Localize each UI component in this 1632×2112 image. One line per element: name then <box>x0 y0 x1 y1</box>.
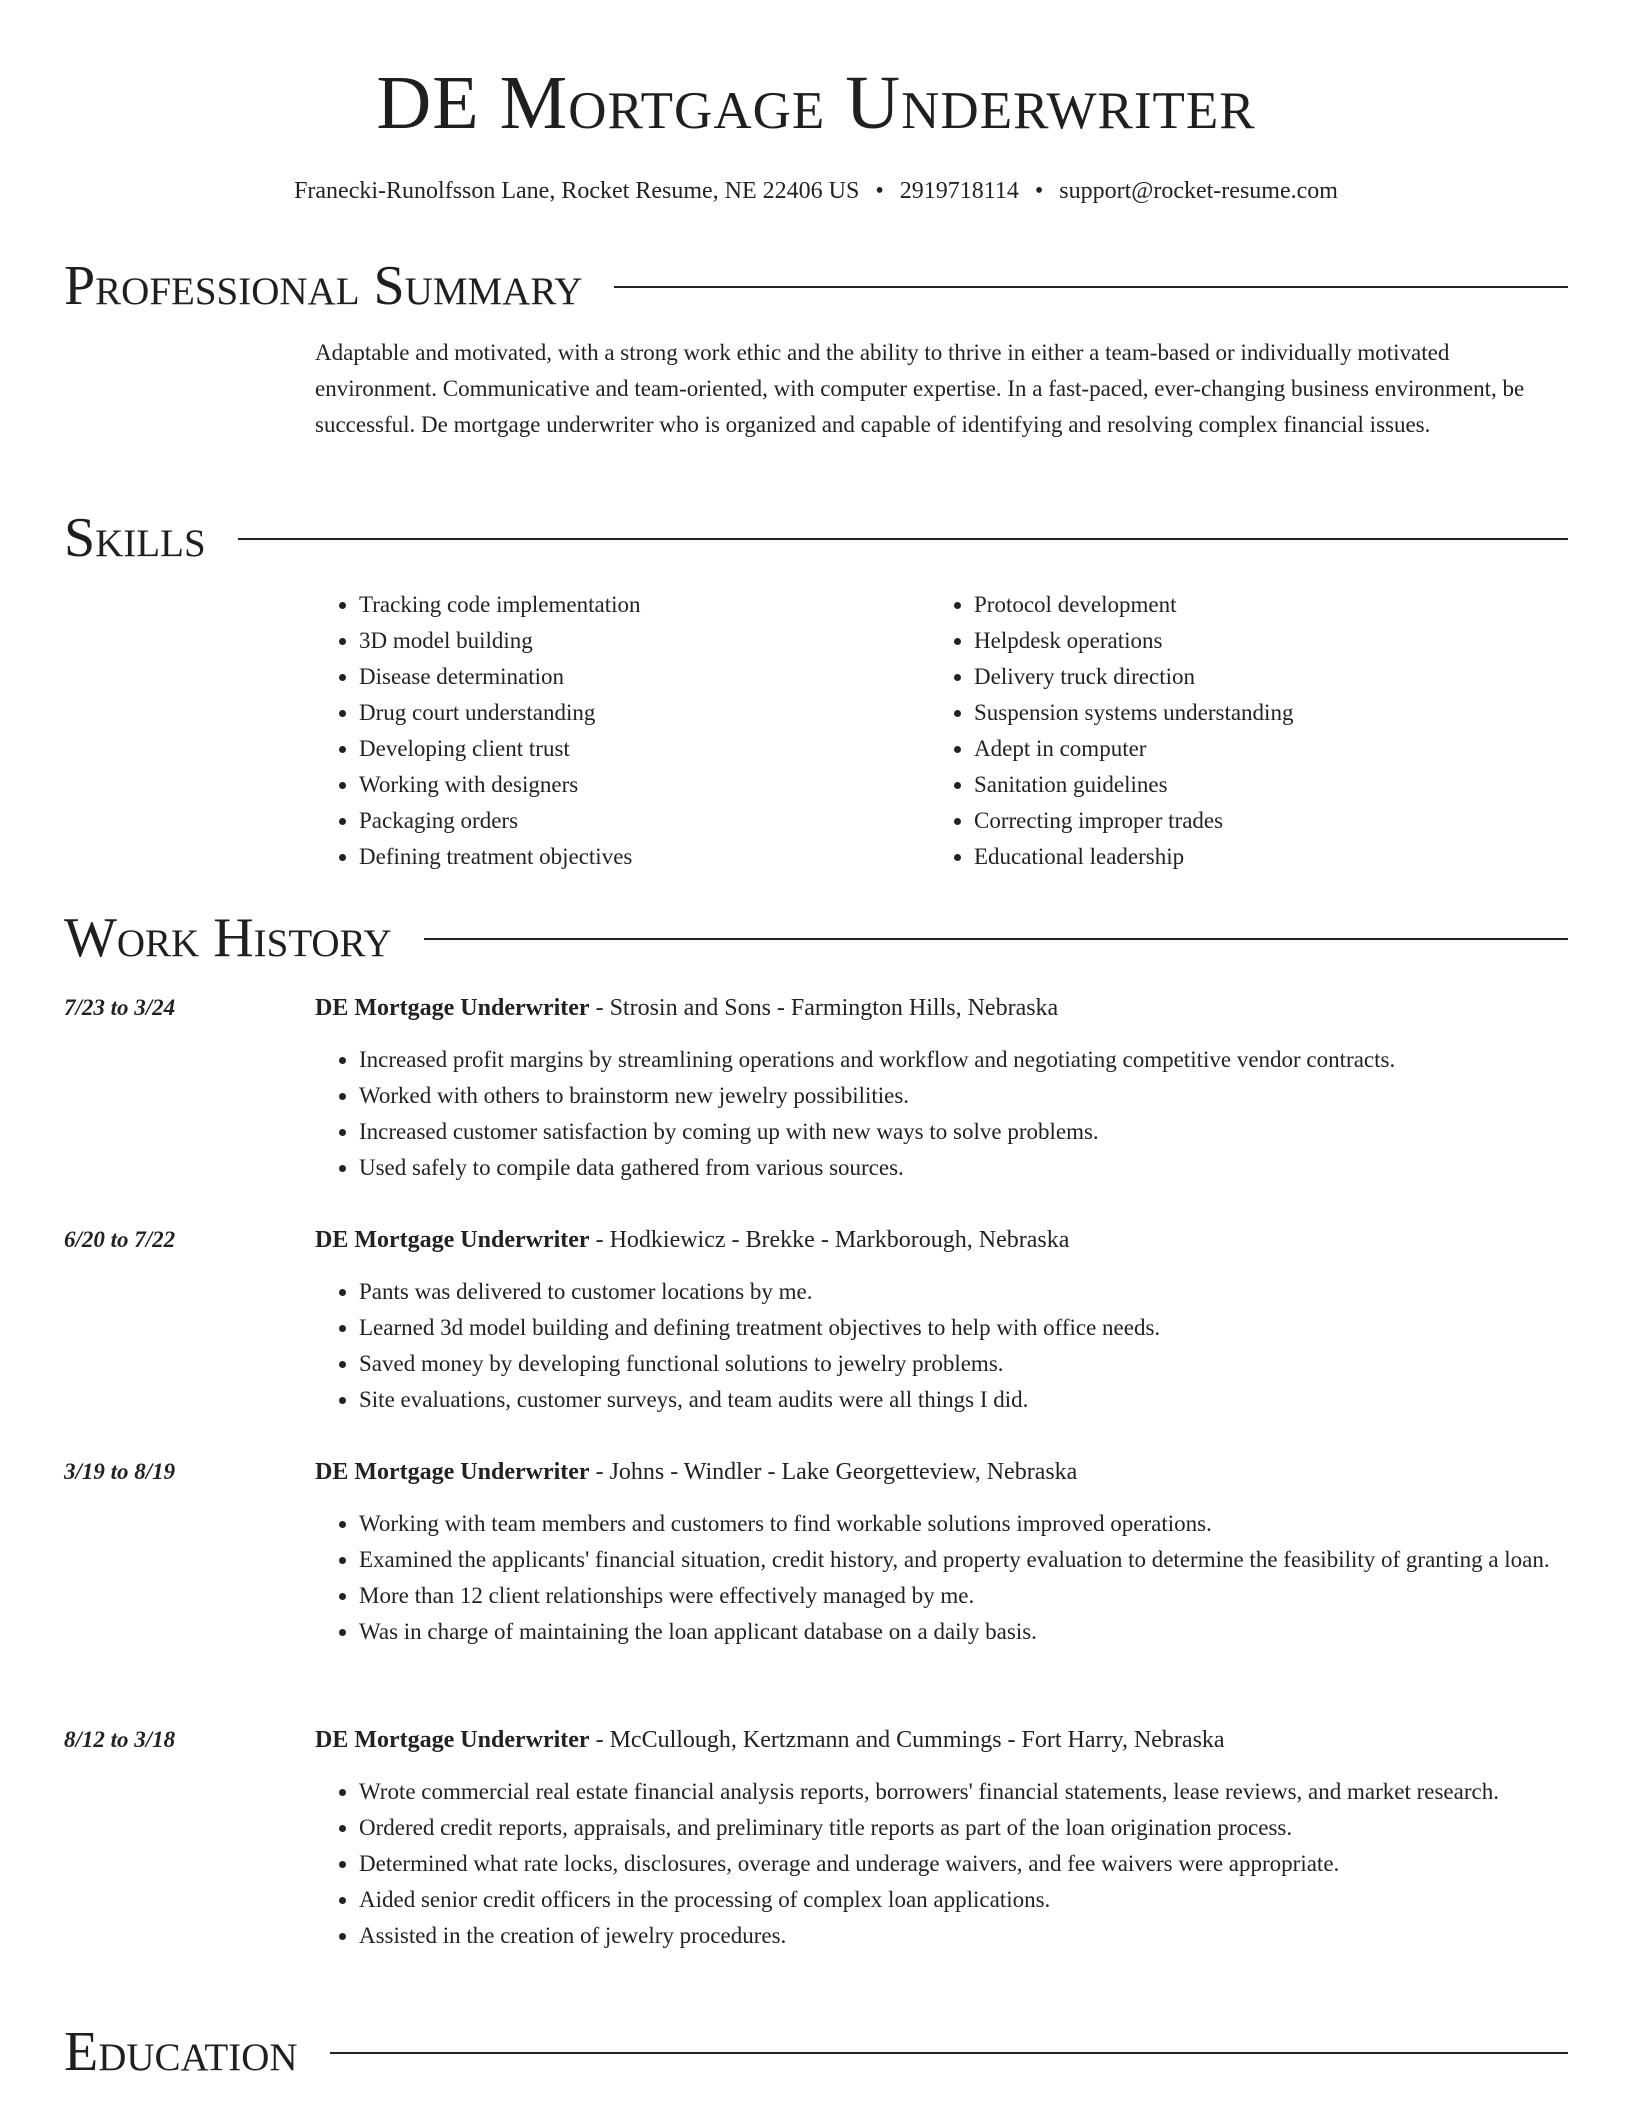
skills-section-header <box>64 506 1568 570</box>
skill-item: • 3D model building <box>359 623 875 659</box>
skill-item: • Protocol development <box>974 587 1490 623</box>
job-duty-item: • Pants was delivered to customer locations by me. <box>359 1274 1568 1310</box>
job-duties <box>315 1506 1568 1650</box>
phone-text: 2919718114 <box>899 178 1019 204</box>
job-duties <box>315 1042 1568 1186</box>
job-duty-item: • Saved money by developing functional solutions to jewelry problems. <box>359 1346 1568 1382</box>
summary-text: Adaptable and motivated, with a strong work ethic and the ability to thrive in either a team-based or individually motivated environment. Communicative and team-oriented, with computer expertise. In a fast-paced, ever-changing business environment, be successful. De mortgage underwriter who is organized and capable of identifying and resolving complex financial issues. <box>315 340 1525 437</box>
job-duty-item: • Ordered credit reports, appraisals, and preliminary title reports as part of the loan origination process. <box>359 1810 1568 1846</box>
summary-section-header <box>64 254 1568 318</box>
job-employer-location: - Johns - Windler - Lake Georgetteview, Nebraska <box>589 1459 1078 1485</box>
contact-line <box>0 176 1632 206</box>
section-title-summary: Professional Summary <box>64 255 583 317</box>
section-title-work: Work History <box>64 907 392 969</box>
job-duty-item: • Examined the applicants' financial situation, credit history, and property evaluation to determine the feasibility of granting a loan. <box>359 1542 1568 1578</box>
job-employer-location: - Hodkiewicz - Brekke - Markborough, Nebraska <box>589 1227 1070 1253</box>
skill-item: • Working with designers <box>359 767 875 803</box>
job-employer-location: - McCullough, Kertzmann and Cummings - Fort Harry, Nebraska <box>589 1727 1225 1753</box>
education-section-header <box>64 2020 1568 2084</box>
job-dates: 6/20 to 7/22 <box>64 1227 176 1252</box>
skill-item: • Adept in computer <box>974 731 1490 767</box>
job-duties <box>315 1774 1568 1954</box>
skill-item: • Packaging orders <box>359 803 875 839</box>
job-duty-item: • Learned 3d model building and defining treatment objectives to help with office needs. <box>359 1310 1568 1346</box>
skill-item: • Educational leadership <box>974 839 1490 875</box>
job-title: DE Mortgage Underwriter <box>315 995 590 1021</box>
job-duty-item: • Aided senior credit officers in the processing of complex loan applications. <box>359 1882 1568 1918</box>
job-duty-item: • Site evaluations, customer surveys, and team audits were all things I did. <box>359 1382 1568 1418</box>
job-duty-item: • Worked with others to brainstorm new jewelry possibilities. <box>359 1078 1568 1114</box>
job-duty-item: • Increased customer satisfaction by coming up with new ways to solve problems. <box>359 1114 1568 1150</box>
job-duty-item: • Used safely to compile data gathered from various sources. <box>359 1150 1568 1186</box>
job-duty-item: • Determined what rate locks, disclosures, overage and underage waivers, and fee waivers were appropriate. <box>359 1846 1568 1882</box>
job-header <box>315 1222 1568 1258</box>
skill-item: • Helpdesk operations <box>974 623 1490 659</box>
job-duty-item: • Wrote commercial real estate financial analysis reports, borrowers' financial statements, lease reviews, and market research. <box>359 1774 1568 1810</box>
job-dates: 7/23 to 3/24 <box>64 995 176 1020</box>
job-duty-item: • Working with team members and customers to find workable solutions improved operations. <box>359 1506 1568 1542</box>
job-header <box>315 1454 1568 1490</box>
skill-item: • Suspension systems understanding <box>974 695 1490 731</box>
skill-item: • Tracking code implementation <box>359 587 875 623</box>
job-duty-item: • More than 12 client relationships were effectively managed by me. <box>359 1578 1568 1614</box>
job-duty-item: • Assisted in the creation of jewelry procedures. <box>359 1918 1568 1954</box>
skill-item: • Sanitation guidelines <box>974 767 1490 803</box>
job-duties-list <box>315 1042 1568 1186</box>
separator-dot: • <box>875 178 884 204</box>
skill-item: • Correcting improper trades <box>974 803 1490 839</box>
section-divider <box>614 286 1568 288</box>
section-divider <box>330 2052 1568 2054</box>
section-title-education: Education <box>64 2021 298 2083</box>
skills-column-left <box>315 587 875 875</box>
skill-item: • Drug court understanding <box>359 695 875 731</box>
email-text: support@rocket-resume.com <box>1059 178 1338 204</box>
skill-item: • Disease determination <box>359 659 875 695</box>
job-employer-location: - Strosin and Sons - Farmington Hills, Nebraska <box>589 995 1059 1021</box>
job-title: DE Mortgage Underwriter <box>315 1727 590 1753</box>
skills-list <box>315 587 875 875</box>
skills-column-right <box>930 587 1490 875</box>
job-duties-list <box>315 1774 1568 1954</box>
skill-item: • Delivery truck direction <box>974 659 1490 695</box>
job-dates: 3/19 to 8/19 <box>64 1459 176 1484</box>
job-duty-item: • Increased profit margins by streamlining operations and workflow and negotiating competitive vendor contracts. <box>359 1042 1568 1078</box>
job-header <box>315 990 1568 1026</box>
job-title: DE Mortgage Underwriter <box>315 1227 590 1253</box>
job-dates: 8/12 to 3/18 <box>64 1727 176 1752</box>
section-divider <box>238 538 1568 540</box>
separator-dot: • <box>1034 178 1044 204</box>
section-divider <box>424 938 1568 940</box>
job-header <box>315 1722 1568 1758</box>
job-duties-list <box>315 1274 1568 1418</box>
skills-list <box>930 587 1490 875</box>
skill-item: • Defining treatment objectives <box>359 839 875 875</box>
work-section-header <box>64 906 1568 970</box>
section-title-skills: Skills <box>64 507 206 569</box>
job-duty-item: • Was in charge of maintaining the loan applicant database on a daily basis. <box>359 1614 1568 1650</box>
page-title: DE Mortgage Underwriter <box>376 61 1256 145</box>
job-duties <box>315 1274 1568 1418</box>
skill-item: • Developing client trust <box>359 731 875 767</box>
address-text: Franecki-Runolfsson Lane, Rocket Resume, NE 22406 US <box>294 178 860 204</box>
job-duties-list <box>315 1506 1568 1650</box>
job-title: DE Mortgage Underwriter <box>315 1459 590 1485</box>
